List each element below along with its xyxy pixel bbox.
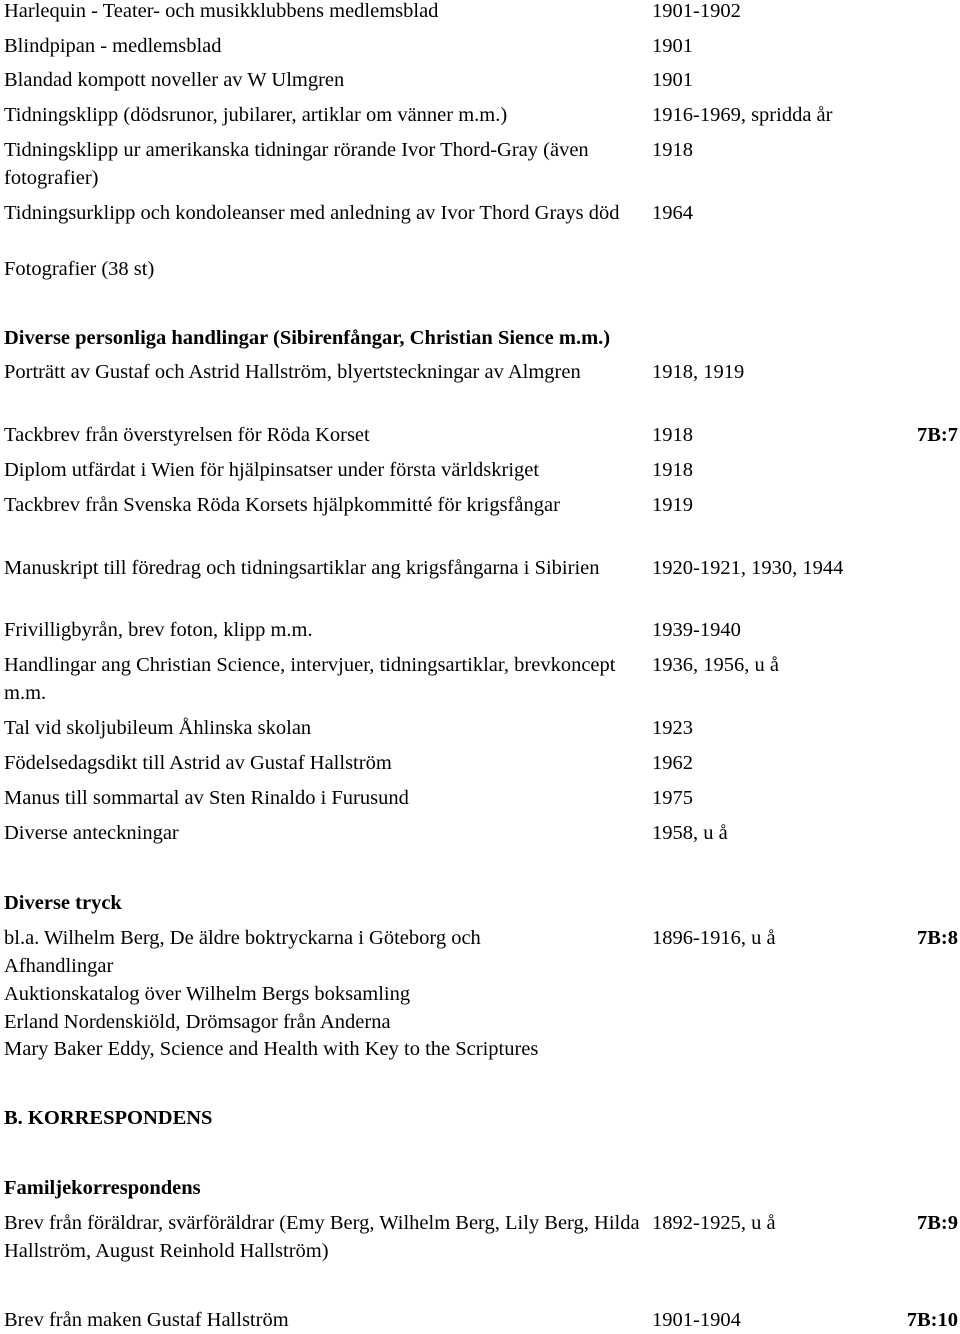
item-date: 1901	[652, 35, 693, 57]
item-date: 1892-1925, u å	[652, 1212, 776, 1234]
item-description: Tackbrev från Svenska Röda Korsets hjälpkommitté för krigsfångar	[4, 494, 560, 516]
item-date: 1923	[652, 717, 693, 739]
item-description: Blandad kompott noveller av W Ulmgren	[4, 69, 345, 91]
item-description: Manus till sommartal av Sten Rinaldo i Furusund	[4, 787, 409, 809]
item-date: 1896-1916, u å	[652, 927, 776, 949]
item-code: 7B:10	[906, 1309, 958, 1331]
item-date: 1964	[652, 202, 693, 224]
item-date: 1918	[652, 139, 693, 161]
item-code: 7B:8	[917, 927, 958, 949]
subsection-heading: Familjekorrespondens	[4, 1177, 201, 1199]
item-description: Brev från föräldrar, svärföräldrar (Emy Berg, Wilhelm Berg, Lily Berg, Hilda Hallström, August Reinhold Hallström)	[4, 1212, 640, 1262]
item-date: 1901-1904	[652, 1309, 741, 1331]
item-description: Tackbrev från överstyrelsen för Röda Korset	[4, 424, 370, 446]
item-description: Porträtt av Gustaf och Astrid Hallström, blyertsteckningar av Almgren	[4, 361, 581, 383]
item-description: Brev från maken Gustaf Hallström	[4, 1309, 289, 1331]
section-heading: Diverse tryck	[4, 892, 122, 914]
item-description: Tidningsklipp (dödsrunor, jubilarer, artiklar om vänner m.m.)	[4, 104, 508, 126]
item-description: Harlequin - Teater- och musikklubbens medlemsblad	[4, 0, 439, 22]
item-description: Fotografier (38 st)	[4, 258, 155, 280]
item-date: 1901-1902	[652, 0, 741, 22]
item-date: 1919	[652, 494, 693, 516]
item-date: 1918, 1919	[652, 361, 745, 383]
item-description: Tidningsurklipp och kondoleanser med anledning av Ivor Thord Grays död	[4, 202, 620, 224]
item-date: 1918	[652, 459, 693, 481]
section-heading: Diverse personliga handlingar (Sibirenfångar, Christian Sience m.m.)	[4, 327, 611, 349]
item-code: 7B:7	[917, 424, 958, 446]
list-line: Afhandlingar	[4, 955, 114, 977]
item-description: Tal vid skoljubileum Åhlinska skolan	[4, 717, 312, 739]
item-date: 1918	[652, 424, 693, 446]
item-description: bl.a. Wilhelm Berg, De äldre boktryckarna i Göteborg och	[4, 927, 481, 949]
item-date: 1975	[652, 787, 693, 809]
item-description: Tidningsklipp ur amerikanska tidningar rörande Ivor Thord-Gray (även fotografier)	[4, 139, 589, 189]
item-date: 1936, 1956, u å	[652, 654, 779, 676]
item-description: Frivilligbyrån, brev foton, klipp m.m.	[4, 619, 313, 641]
item-description: Blindpipan - medlemsblad	[4, 35, 222, 57]
item-date: 1939-1940	[652, 619, 741, 641]
item-description: Diplom utfärdat i Wien för hjälpinsatser under första världskriget	[4, 459, 540, 481]
list-line: Auktionskatalog över Wilhelm Bergs boksamling	[4, 983, 411, 1005]
item-description: Födelsedagsdikt till Astrid av Gustaf Hallström	[4, 752, 392, 774]
section-heading: B. KORRESPONDENS	[4, 1107, 213, 1129]
item-description: Handlingar ang Christian Science, intervjuer, tidningsartiklar, brevkoncept m.m.	[4, 654, 616, 704]
item-date: 1962	[652, 752, 693, 774]
item-date: 1958, u å	[652, 822, 728, 844]
item-description: Diverse anteckningar	[4, 822, 179, 844]
item-code: 7B:9	[917, 1212, 958, 1234]
list-line: Erland Nordenskiöld, Drömsagor från Anderna	[4, 1011, 391, 1033]
item-date: 1916-1969, spridda år	[652, 104, 833, 126]
item-date: 1920-1921, 1930, 1944	[652, 557, 844, 579]
item-description: Manuskript till föredrag och tidningsartiklar ang krigsfångarna i Sibirien	[4, 557, 600, 579]
list-line: Mary Baker Eddy, Science and Health with Key to the Scriptures	[4, 1038, 539, 1060]
item-date: 1901	[652, 69, 693, 91]
